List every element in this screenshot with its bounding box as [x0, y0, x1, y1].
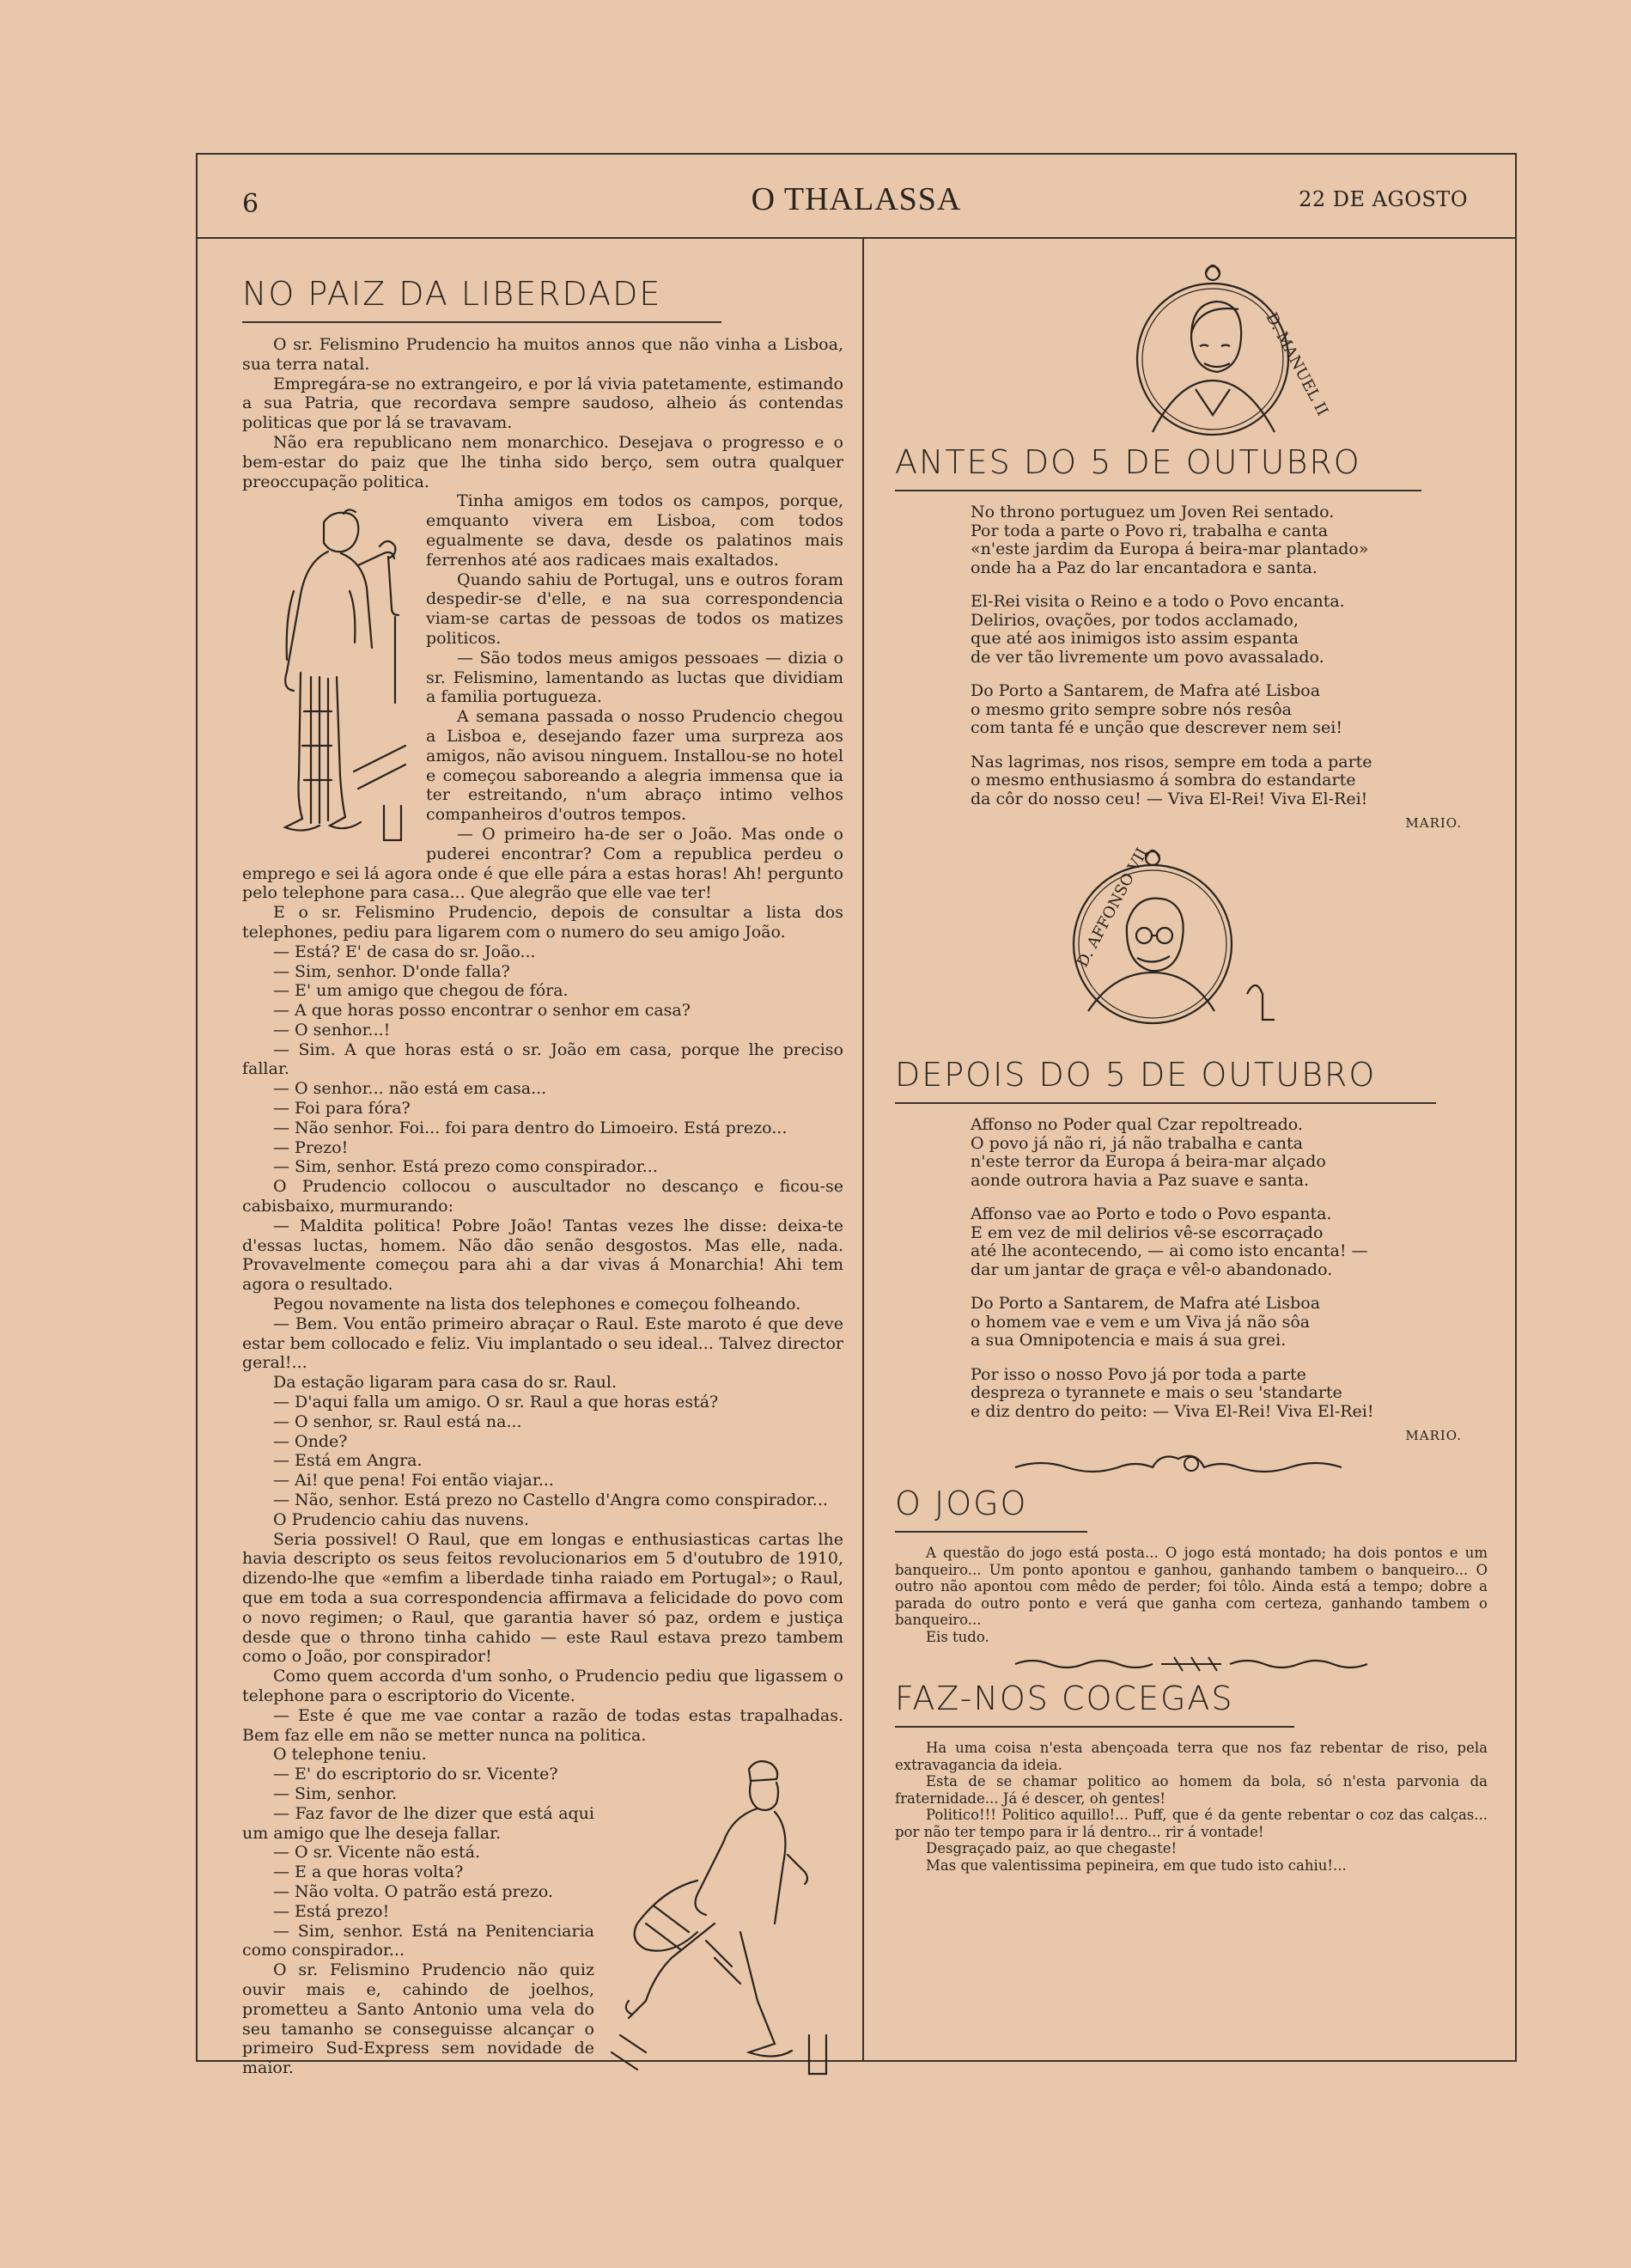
verse-line: Do Porto a Santarem, de Mafra até Lisboa	[971, 1294, 1321, 1313]
dialogue-line: — Está em Angra.	[273, 1451, 423, 1471]
article-title-cocegas: FAZ-NOS COCEGAS	[895, 1680, 1294, 1728]
verse-line: e diz dentro do peito: — Viva El-Rei! Viva El-Rei!	[971, 1401, 1374, 1421]
dialogue-line: — O senhor...!	[273, 1020, 391, 1040]
dialogue-line: — E' do escriptorio do sr. Vicente?	[273, 1765, 558, 1784]
newspaper-page	[196, 153, 1517, 2078]
article-body-jogo	[895, 1545, 1488, 1645]
paragraph: Desgraçado paiz, ao que chegaste!	[926, 1840, 1178, 1856]
verse-line: o mesmo grito sempre sobre nós resôa	[971, 699, 1292, 719]
dialogue-line: — Não, senhor. Está prezo no Castello d'Angra como conspirador...	[273, 1491, 828, 1510]
man-running-illustration	[603, 1752, 843, 2082]
verse-line: onde ha a Paz do lar encantadora e santa.	[971, 558, 1318, 577]
poem-title-antes: ANTES DO 5 DE OUTUBRO	[895, 443, 1421, 491]
paragraph: O sr. Felismino Prudencio não quiz ouvir mais e, cahindo de joelhos, prometteu a Santo Antonio uma vela do seu tamanho se conseguisse alcançar o primeiro Sud-Express sem novidade de maior.	[242, 1960, 594, 2078]
stanza	[971, 1205, 1488, 1279]
verse-line: o mesmo enthusiasmo á sombra do estandarte	[971, 771, 1356, 790]
dialogue-line: — Sim, senhor. D'onde falla?	[273, 961, 510, 981]
dialogue-line: — Sim. A que horas está o sr. João em casa, porque lhe preciso fallar.	[242, 1040, 843, 1079]
paragraph: O sr. Felismino Prudencio ha muitos annos que não vinha a Lisboa, sua terra natal.	[242, 335, 843, 374]
dialogue-line: — Onde?	[273, 1431, 348, 1451]
man-telephone-illustration	[242, 497, 414, 856]
verse-line: Por toda a parte o Povo ri, trabalha e canta	[971, 521, 1329, 540]
dialogue-line: — Foi para fóra?	[273, 1099, 411, 1119]
verse-line: o homem vae e vem e um Viva já não sôa	[971, 1312, 1311, 1332]
paragraph: Seria possivel! O Raul, que em longas e enthusiasticas cartas lhe havia descripto os seus feitos revolucionarios em 5 d'outubro de 1910, dizendo-lhe que «emfim a liberdade tinha raiado em Portugal»; o Raul, que em toda a sua correspondencia affirmava a felicidade do povo com o novo regimen; o Raul, que garantia haver só paz, ordem e justiça desde que o throno tinha cahido — este Raul estava prezo tambem como o João, por conspirador!	[242, 1529, 843, 1667]
medallion-inscription: D. MANUEL II	[1262, 309, 1332, 419]
dialogue-line: O telephone teniu.	[273, 1745, 427, 1765]
paragraph: Mas que valentissima pepineira, em que tudo isto cahiu!...	[926, 1856, 1347, 1874]
paragraph: Da estação ligaram para casa do sr. Raul.	[273, 1373, 618, 1393]
poem-antes	[895, 503, 1488, 831]
paragraph: Pegou novamente na lista dos telephones e começou folheando.	[273, 1295, 801, 1314]
affonso-medallion	[895, 839, 1488, 1052]
left-column	[242, 275, 843, 2086]
medallion-inscription: D. AFFONSO VII	[1073, 844, 1152, 971]
poem-title-depois: DEPOIS DO 5 DE OUTUBRO	[895, 1056, 1436, 1104]
dialogue-line: — Sim, senhor. Está prezo como conspirador...	[273, 1157, 658, 1177]
column-divider	[862, 239, 864, 2060]
article-body-wrap	[242, 491, 843, 903]
article-body-top	[242, 335, 843, 491]
dialogue-line: — Prezo!	[273, 1137, 349, 1157]
verse-line: que até aos inimigos isto assim espanta	[971, 629, 1299, 648]
dialogue-line: — E a que horas volta?	[273, 1863, 464, 1882]
verse-line: da côr do nosso ceu! — Viva El-Rei! Viva El-Rei!	[971, 789, 1368, 808]
stanza	[971, 1295, 1488, 1350]
paragraph: — São todos meus amigos pessoaes — dizia o sr. Felismino, lamentando as luctas que dividiam a familia portugueza.	[426, 648, 843, 707]
stanza	[971, 503, 1488, 577]
article-title-liberdade: NO PAIZ DA LIBERDADE	[242, 275, 721, 323]
stanza	[971, 1366, 1488, 1422]
paragraph: Não era republicano nem monarchico. Desejava o progresso e o bem-estar do paiz que lhe tinha sido berço, sem outra qualquer preoccupação politica.	[242, 432, 843, 491]
verse-line: Affonso vae ao Porto e todo o Povo espanta.	[971, 1204, 1332, 1223]
article-title-jogo: O JOGO	[895, 1485, 1087, 1533]
verse-line: «n'este jardim da Europa á beira-mar plantado»	[971, 540, 1369, 558]
poem-depois	[895, 1116, 1488, 1443]
verse-line: a sua Omnipotencia e mais á sua grei.	[971, 1331, 1287, 1350]
masthead: O THALASSA	[751, 181, 962, 217]
dialogue-line: — D'aqui falla um amigo. O sr. Raul a que horas está?	[273, 1393, 719, 1412]
dialogue-line: — Está prezo!	[273, 1901, 390, 1921]
stanza	[971, 593, 1488, 667]
dialogue-line: — Faz favor de lhe dizer que está aqui um amigo que lhe deseja fallar.	[242, 1803, 594, 1843]
dialogue-line: — O senhor, sr. Raul está na...	[273, 1411, 522, 1431]
verse-line: E em vez de mil delirios vê-se escorraçado	[971, 1222, 1324, 1242]
dialogue-line: — Está? E' de casa do sr. João...	[273, 942, 536, 961]
paragraph: E o sr. Felismino Prudencio, depois de consultar a lista dos telephones, pediu para ligarem com o numero do seu amigo João.	[242, 903, 843, 942]
verse-line: dar um jantar de graça e vêl-o abandonado.	[971, 1259, 1333, 1279]
paragraph: O Prudencio cahiu das nuvens.	[273, 1509, 529, 1529]
verse-line: aonde outrora havia a Paz suave e santa.	[971, 1170, 1310, 1190]
dialogue-line: — Este é que me vae contar a razão de todas estas trapalhadas. Bem faz elle em não se metter nunca na politica.	[242, 1705, 843, 1745]
verse-line: despreza o tyrannete e mais o seu 'standarte	[971, 1383, 1342, 1402]
dialogue-line: — Maldita politica! Pobre João! Tantas vezes lhe disse: deixa-te d'essas luctas, homem. Não dão senão desgostos. Mas elle, nada. Provavelmente começou para ahi a dar vivas á Monarchia! Ahi tem agora o resultado.	[242, 1216, 843, 1295]
article-body-bottom	[242, 1745, 843, 2078]
paragraph: A semana passada o nosso Prudencio chegou a Lisboa e, desejando fazer uma surpreza aos amigos, não avisou ninguem. Installou-se no hotel e começou saboreando a alegria immensa que ia ter estreitando, n'um abraço intimo velhos companheiros d'outros tempos.	[426, 707, 843, 825]
verse-line: até lhe acontecendo, — ai como isto encanta! —	[971, 1241, 1368, 1260]
page-number: 6	[242, 189, 259, 219]
paragraph: Ha uma coisa n'esta abençoada terra que nos faz rebentar de riso, pela extravagancia da ideia.	[895, 1740, 1488, 1773]
paragraph: Quando sahiu de Portugal, uns e outros foram despedir-se d'elle, e na sua correspondencia viam-se cartas de pessoas de todos os matizes politicos.	[426, 570, 843, 648]
ornament-divider	[1007, 1452, 1376, 1478]
stanza	[971, 682, 1488, 738]
dialogue-line: — Não volta. O patrão está prezo.	[273, 1881, 554, 1901]
verse-line: Por isso o nosso Povo já por toda a parte	[971, 1364, 1306, 1384]
verse-line: No throno portuguez um Joven Rei sentado.	[971, 503, 1335, 521]
verse-line: n'este terror da Europa á beira-mar alçado	[971, 1152, 1326, 1171]
paragraph: A questão do jogo está posta... O jogo está montado; ha dois pontos e um banqueiro... Um ponto apontou e ganhou, ganhando tambem o banqueiro... O outro não apontou com mêdo de perder; foi tôlo. Ainda está a tempo; dobre a parada do outro ponto e verá que ganha com certeza, ganhando tambem o banqueiro...	[895, 1545, 1488, 1628]
dialogue-line: — E' um amigo que chegou de fóra.	[273, 981, 569, 1001]
ornament-divider	[1007, 1652, 1376, 1673]
paragraph: Como quem accorda d'um sonho, o Prudencio pediu que ligassem o telephone para o escriptorio do Vicente.	[242, 1667, 843, 1705]
king-manuel-medallion	[895, 239, 1488, 438]
dialogue-line: — Ai! que pena! Foi então viajar...	[273, 1471, 554, 1491]
paragraph: Esta de se chamar politico ao homem da bola, só n'esta parvonia da fraternidade... Já é descer, oh gentes!	[895, 1773, 1488, 1807]
paragraph: Tinha amigos em todos os campos, porque, emquanto vivera em Lisboa, com todos egualmente se dava, desde os palatinos mais ferrenhos até aos radicaes mais exaltados.	[426, 491, 843, 570]
verse-line: Delirios, ovações, por todos acclamado,	[971, 610, 1299, 630]
dialogue-line: — Sim, senhor. Está na Penitenciaria como conspirador...	[242, 1921, 594, 1960]
issue-date: 22 DE AGOSTO	[1299, 187, 1468, 211]
article-body-mid	[242, 903, 843, 1745]
verse-line: El-Rei visita o Reino e a todo o Povo encanta.	[971, 592, 1345, 611]
dialogue-line: — O senhor... não está em casa...	[273, 1079, 547, 1099]
verse-line: O povo já não ri, já não trabalha e canta	[971, 1133, 1303, 1153]
dialogue-line: — Não senhor. Foi... foi para dentro do Limoeiro. Está prezo...	[273, 1118, 788, 1137]
dialogue-line: — Bem. Vou então primeiro abraçar o Raul. Este maroto é que deve estar bem collocado e feliz. Viu implantado o seu ideal... Talvez director geral!...	[242, 1314, 843, 1373]
verse-line: com tanta fé e unção que descrever nem sei!	[971, 718, 1343, 737]
dialogue-line: — O sr. Vicente não está.	[273, 1843, 481, 1863]
article-body-cocegas	[895, 1740, 1488, 1874]
paragraph: Eis tudo.	[926, 1628, 989, 1645]
stanza	[971, 1116, 1488, 1190]
dialogue-line: — Sim, senhor.	[273, 1783, 398, 1803]
paragraph: Empregára-se no extrangeiro, e por lá vivia patetamente, estimando a sua Patria, que recordava sempre saudoso, alheio ás contendas politicas que por lá se travavam.	[242, 374, 843, 433]
verse-line: Nas lagrimas, nos risos, sempre em toda a parte	[971, 752, 1372, 771]
dialogue-line: — A que horas posso encontrar o senhor em casa?	[273, 1001, 691, 1021]
stanza	[971, 753, 1488, 809]
page-header	[198, 155, 1515, 239]
paragraph: O Prudencio collocou o auscultador no descanço e ficou-se cabisbaixo, murmurando:	[242, 1177, 843, 1216]
right-column	[895, 239, 1488, 1874]
verse-line: Do Porto a Santarem, de Mafra até Lisboa	[971, 681, 1321, 700]
paragraph: — O primeiro ha-de ser o João. Mas onde o puderei encontrar? Com a republica perdeu o emprego e sei lá agora onde é que elle pára a estas horas! Ah! pergunto pelo telephone para casa... Que alegrão que elle vae ter!	[242, 824, 843, 903]
verse-line: de ver tão livremente um povo avassalado.	[971, 647, 1324, 667]
author-signature: MARIO.	[1405, 1428, 1462, 1443]
paragraph: Politico!!! Politico aquillo!... Puff, que é da gente rebentar o coz das calças... por não ter tempo para ir lá dentro... rir á vontade!	[895, 1807, 1488, 1840]
author-signature: MARIO.	[1405, 815, 1462, 831]
verse-line: Affonso no Poder qual Czar repoltreado.	[971, 1115, 1303, 1134]
